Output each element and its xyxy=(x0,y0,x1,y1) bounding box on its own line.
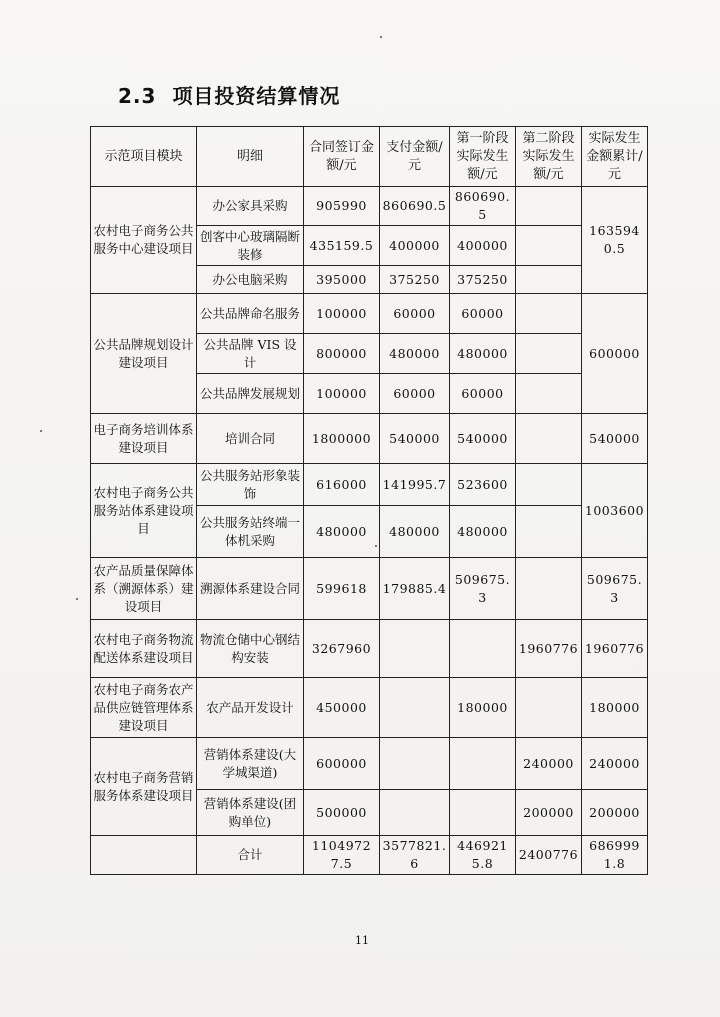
summary-paid: 3577821.6 xyxy=(380,836,450,875)
contract-cell: 395000 xyxy=(304,266,380,294)
contract-cell: 480000 xyxy=(304,506,380,558)
module-cell: 公共品牌规划设计建设项目 xyxy=(91,294,197,414)
detail-cell: 办公家具采购 xyxy=(197,187,304,226)
phase2-cell xyxy=(516,414,582,464)
contract-cell: 600000 xyxy=(304,738,380,790)
table-row xyxy=(91,738,648,790)
paid-cell xyxy=(380,678,450,738)
total-cell: 1960776 xyxy=(582,620,648,678)
detail-cell: 公共品牌 VIS 设计 xyxy=(197,334,304,374)
total-cell: 1003600 xyxy=(582,464,648,558)
summary-label: 合计 xyxy=(197,836,304,875)
paid-cell xyxy=(380,738,450,790)
detail-cell: 创客中心玻璃隔断装修 xyxy=(197,226,304,266)
phase2-cell xyxy=(516,678,582,738)
phase2-cell xyxy=(516,558,582,620)
module-cell: 电子商务培训体系建设项目 xyxy=(91,414,197,464)
module-cell: 农村电子商务物流配送体系建设项目 xyxy=(91,620,197,678)
phase1-cell xyxy=(450,790,516,836)
paid-cell: 375250 xyxy=(380,266,450,294)
contract-cell: 800000 xyxy=(304,334,380,374)
contract-cell: 1800000 xyxy=(304,414,380,464)
module-cell: 农村电子商务营销服务体系建设项目 xyxy=(91,738,197,836)
detail-cell: 办公电脑采购 xyxy=(197,266,304,294)
investment-settlement-table xyxy=(90,126,648,875)
phase2-cell xyxy=(516,266,582,294)
contract-cell: 100000 xyxy=(304,294,380,334)
paid-cell: 480000 xyxy=(380,506,450,558)
phase2-cell xyxy=(516,464,582,506)
detail-cell: 公共服务站终端一体机采购 xyxy=(197,506,304,558)
section-heading xyxy=(118,80,340,109)
table-row xyxy=(91,620,648,678)
table-row xyxy=(91,294,648,334)
contract-cell: 616000 xyxy=(304,464,380,506)
scan-speck xyxy=(375,545,377,547)
summary-total: 6869991.8 xyxy=(582,836,648,875)
paid-cell xyxy=(380,620,450,678)
phase2-cell xyxy=(516,226,582,266)
total-cell: 200000 xyxy=(582,790,648,836)
table-row xyxy=(91,558,648,620)
phase1-cell: 480000 xyxy=(450,506,516,558)
header-paid: 支付金额/元 xyxy=(380,127,450,187)
section-number: 2.3 xyxy=(118,84,157,108)
detail-cell: 培训合同 xyxy=(197,414,304,464)
summary-empty-cell xyxy=(91,836,197,875)
module-cell: 农村电子商务公共服务站体系建设项目 xyxy=(91,464,197,558)
phase1-cell xyxy=(450,620,516,678)
table-row xyxy=(91,187,648,226)
detail-cell: 营销体系建设(团购单位) xyxy=(197,790,304,836)
phase1-cell xyxy=(450,738,516,790)
total-cell: 600000 xyxy=(582,294,648,414)
contract-cell: 450000 xyxy=(304,678,380,738)
paid-cell xyxy=(380,790,450,836)
contract-cell: 905990 xyxy=(304,187,380,226)
header-module: 示范项目模块 xyxy=(91,127,197,187)
phase1-cell: 60000 xyxy=(450,374,516,414)
phase2-cell xyxy=(516,334,582,374)
phase2-cell xyxy=(516,187,582,226)
phase1-cell: 400000 xyxy=(450,226,516,266)
phase1-cell: 523600 xyxy=(450,464,516,506)
contract-cell: 500000 xyxy=(304,790,380,836)
header-phase2: 第二阶段实际发生额/元 xyxy=(516,127,582,187)
phase2-cell: 1960776 xyxy=(516,620,582,678)
paid-cell: 60000 xyxy=(380,294,450,334)
header-total: 实际发生金额累计/元 xyxy=(582,127,648,187)
phase1-cell: 375250 xyxy=(450,266,516,294)
scan-speck xyxy=(40,430,42,432)
phase1-cell: 180000 xyxy=(450,678,516,738)
contract-cell: 100000 xyxy=(304,374,380,414)
paid-cell: 860690.5 xyxy=(380,187,450,226)
phase2-cell: 200000 xyxy=(516,790,582,836)
module-cell: 农村电子商务公共服务中心建设项目 xyxy=(91,187,197,294)
total-cell: 540000 xyxy=(582,414,648,464)
phase1-cell: 480000 xyxy=(450,334,516,374)
paid-cell: 141995.7 xyxy=(380,464,450,506)
section-title-text: 项目投资结算情况 xyxy=(172,84,341,108)
contract-cell: 599618 xyxy=(304,558,380,620)
header-phase1: 第一阶段实际发生额/元 xyxy=(450,127,516,187)
summary-phase1: 4469215.8 xyxy=(450,836,516,875)
summary-contract: 11049727.5 xyxy=(304,836,380,875)
detail-cell: 物流仓储中心钢结构安装 xyxy=(197,620,304,678)
detail-cell: 溯源体系建设合同 xyxy=(197,558,304,620)
detail-cell: 公共服务站形象装饰 xyxy=(197,464,304,506)
paid-cell: 540000 xyxy=(380,414,450,464)
scan-speck xyxy=(380,36,382,38)
phase2-cell xyxy=(516,506,582,558)
phase2-cell xyxy=(516,374,582,414)
contract-cell: 435159.5 xyxy=(304,226,380,266)
summary-phase2: 2400776 xyxy=(516,836,582,875)
detail-cell: 农产品开发设计 xyxy=(197,678,304,738)
phase2-cell xyxy=(516,294,582,334)
total-cell: 1635940.5 xyxy=(582,187,648,294)
phase1-cell: 60000 xyxy=(450,294,516,334)
summary-row xyxy=(91,836,648,875)
header-detail: 明细 xyxy=(197,127,304,187)
header-contract: 合同签订金额/元 xyxy=(304,127,380,187)
paid-cell: 480000 xyxy=(380,334,450,374)
page-number: 11 xyxy=(355,934,369,947)
phase2-cell: 240000 xyxy=(516,738,582,790)
total-cell: 240000 xyxy=(582,738,648,790)
phase1-cell: 860690.5 xyxy=(450,187,516,226)
phase1-cell: 509675.3 xyxy=(450,558,516,620)
module-cell: 农产品质量保障体系（溯源体系）建设项目 xyxy=(91,558,197,620)
table-row xyxy=(91,678,648,738)
header-row xyxy=(91,127,648,187)
paid-cell: 60000 xyxy=(380,374,450,414)
detail-cell: 营销体系建设(大学城渠道) xyxy=(197,738,304,790)
paid-cell: 179885.4 xyxy=(380,558,450,620)
module-cell: 农村电子商务农产品供应链管理体系建设项目 xyxy=(91,678,197,738)
table-row xyxy=(91,414,648,464)
contract-cell: 3267960 xyxy=(304,620,380,678)
detail-cell: 公共品牌发展规划 xyxy=(197,374,304,414)
total-cell: 180000 xyxy=(582,678,648,738)
scan-speck xyxy=(76,598,78,600)
detail-cell: 公共品牌命名服务 xyxy=(197,294,304,334)
phase1-cell: 540000 xyxy=(450,414,516,464)
total-cell: 509675.3 xyxy=(582,558,648,620)
paid-cell: 400000 xyxy=(380,226,450,266)
table-row xyxy=(91,464,648,506)
